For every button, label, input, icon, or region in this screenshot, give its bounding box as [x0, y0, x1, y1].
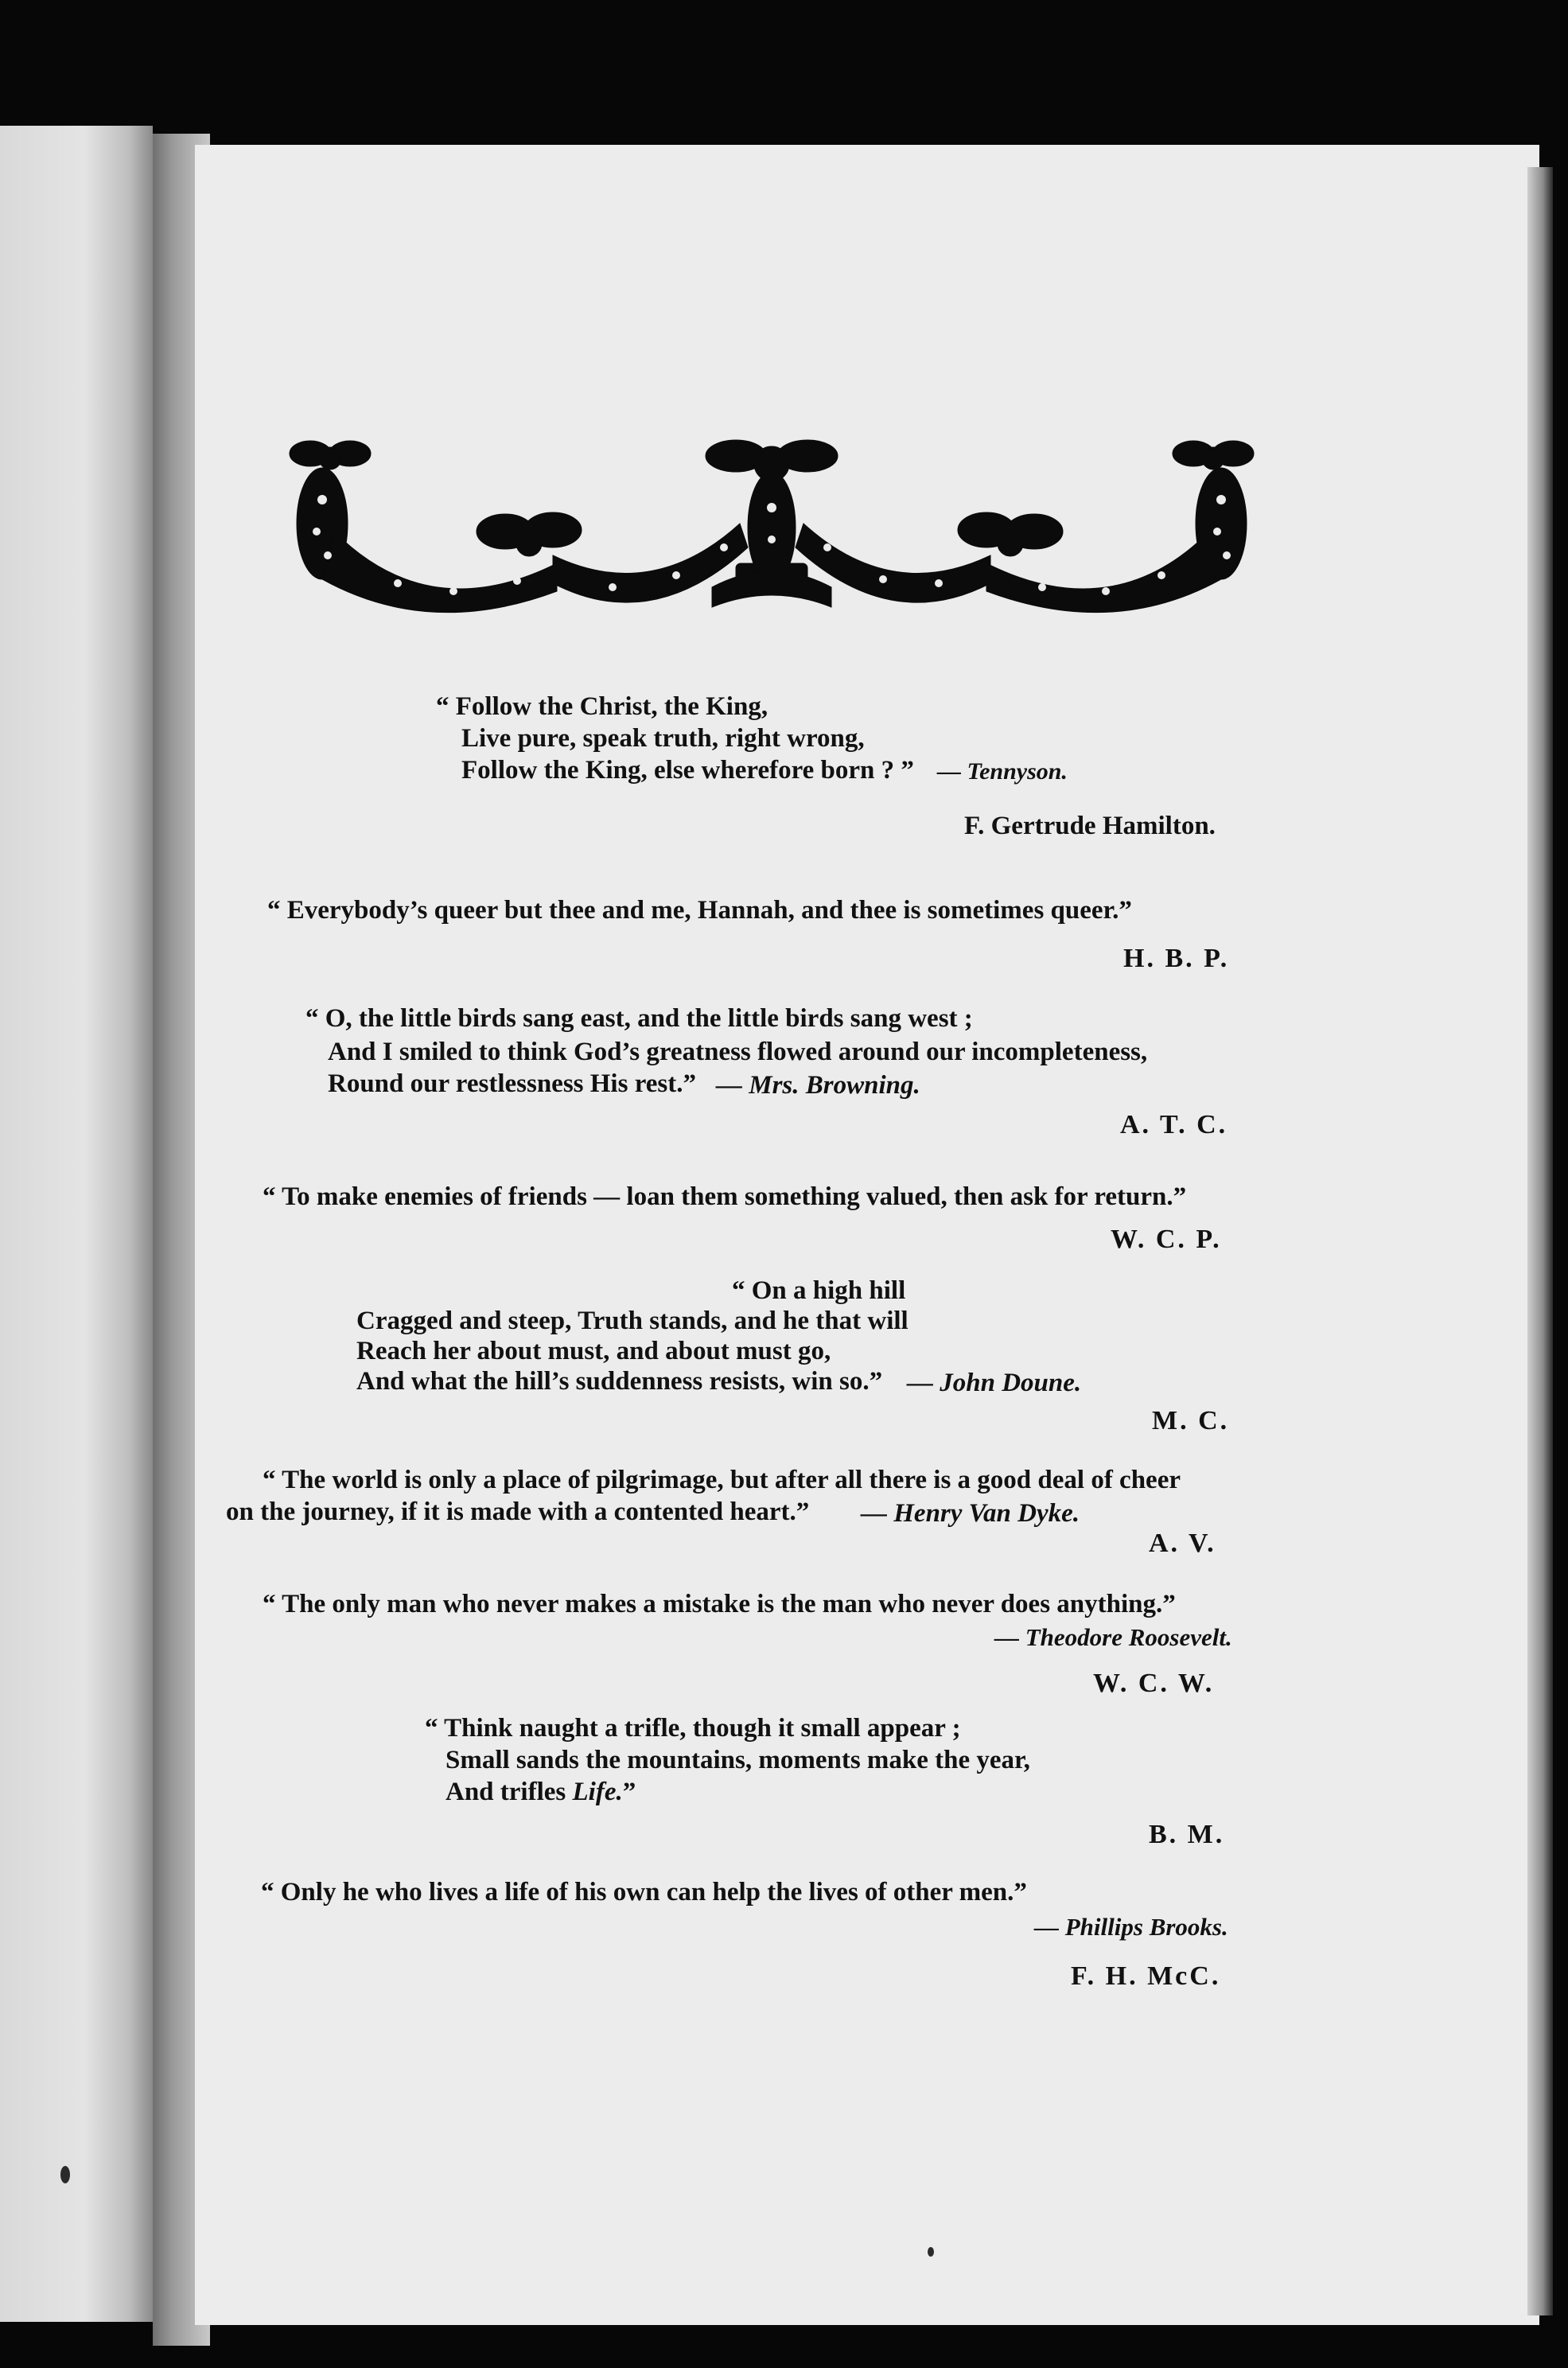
quote-line — [445, 1776, 636, 1808]
quote-line: And what the hill’s suddenness resists, win so.” — [356, 1367, 883, 1396]
quote-line: “ The only man who never makes a mistake is the man who never does anything.” — [263, 1590, 1176, 1618]
quote-signature: M. C. — [1152, 1406, 1230, 1435]
quote-author: — Tennyson. — [937, 758, 1068, 785]
quote-line: Cragged and steep, Truth stands, and he that will — [356, 1307, 909, 1335]
quote-line: Follow the King, else wherefore born ? ” — [461, 756, 914, 785]
quote-line: “ Everybody’s queer but thee and me, Hannah, and thee is sometimes queer.” — [267, 896, 1132, 925]
quote-line: Reach her about must, and about must go, — [356, 1337, 831, 1365]
quote-line: Live pure, speak truth, right wrong, — [461, 724, 865, 753]
quote-line-text: And trifles — [445, 1778, 566, 1806]
quote-signature: F. Gertrude Hamilton. — [964, 812, 1216, 840]
quote-signature: W. C. W. — [1093, 1669, 1215, 1698]
quote-line: on the journey, if it is made with a contented heart.” — [226, 1498, 810, 1526]
quote-line: Small sands the mountains, moments make the year, — [445, 1746, 1030, 1774]
quote-signature: A. T. C. — [1120, 1110, 1228, 1139]
quote-line: “ To make enemies of friends — loan them something valued, then ask for return.” — [263, 1182, 1187, 1211]
floral-garland-ornament — [278, 436, 1265, 621]
scan-speck — [60, 2166, 70, 2183]
quote-signature: W. C. P. — [1111, 1225, 1222, 1254]
page-right-edge — [1527, 167, 1553, 2315]
quote-author: — Mrs. Browning. — [716, 1071, 920, 1100]
quote-author: — Phillips Brooks. — [1034, 1913, 1228, 1941]
quote-signature: A. V. — [1149, 1529, 1216, 1558]
quote-line: “ O, the little birds sang east, and the little birds sang west ; — [305, 1004, 973, 1033]
quote-author: — Theodore Roosevelt. — [994, 1623, 1232, 1651]
quote-signature: H. B. P. — [1123, 944, 1230, 973]
scan-speck — [928, 2247, 934, 2257]
quote-signature: B. M. — [1149, 1820, 1225, 1849]
quote-line: Round our restlessness His rest.” — [328, 1069, 696, 1098]
quote-line: And I smiled to think God’s greatness flowed around our incompleteness, — [328, 1038, 1148, 1066]
quote-line: “ Follow the Christ, the King, — [436, 692, 768, 721]
quote-emphasis: Life. — [572, 1778, 623, 1806]
quote-line: “ Think naught a trifle, though it small appear ; — [425, 1714, 961, 1743]
quote-line: “ The world is only a place of pilgrimage, but after all there is a good deal of cheer — [263, 1466, 1181, 1494]
quote-author: — Henry Van Dyke. — [861, 1499, 1080, 1528]
quote-line: “ On a high hill — [732, 1276, 906, 1305]
quote-closing: ” — [622, 1778, 636, 1806]
facing-page-edge — [0, 126, 153, 2322]
quote-line: “ Only he who lives a life of his own can help the lives of other men.” — [261, 1878, 1027, 1906]
quote-signature: F. H. McC. — [1071, 1961, 1221, 1991]
quote-author: — John Doune. — [907, 1369, 1082, 1397]
